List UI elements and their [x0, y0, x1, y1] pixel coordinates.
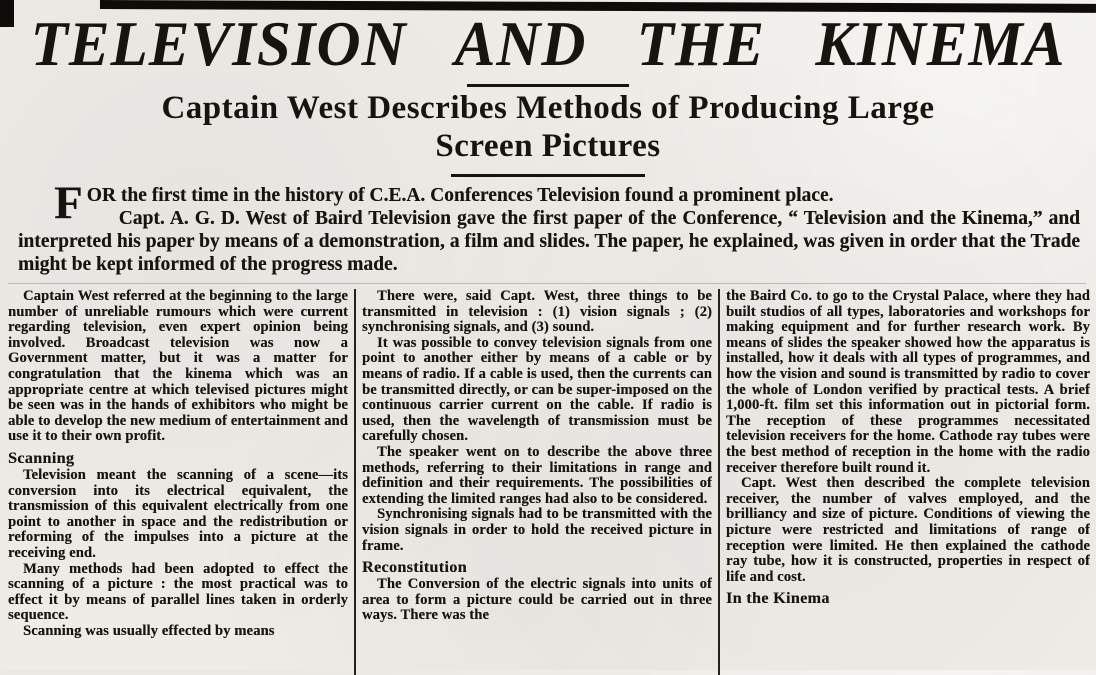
drop-cap: F: [54, 177, 83, 229]
article-paragraph: the Baird Co. to go to the Crystal Palace, where they had built studios of all types, laboratories and workshops for making equipment and for further research work. By means of slides the speaker showed how the apparatus is installed, how it deals with all types of programmes, and how the vision and sound is transmitted by radio to cover the whole of London verified by practical tests. A brief 1,000-ft. film set this information out in pictorial form. The reception of these programmes necessitated television receivers for the home. Cathode ray tubes were the best method of reception in the home with the radio receiver therefore built round it.: [726, 289, 1090, 476]
section-heading: Scanning: [8, 448, 75, 467]
section-heading: Reconstitution: [362, 558, 467, 577]
article-column-2: [362, 289, 712, 675]
masthead: [0, 0, 1096, 177]
column-rule-1: [354, 289, 356, 675]
article-paragraph: Synchronising signals had to be transmitted with the vision signals in order to hold the received picture in frame.: [362, 506, 712, 554]
article-paragraph: Captain West referred at the beginning to the large number of unreliable rumours which were current regarding television, even expert opinion being involved. Broadcast television was now a Government matter, but it was a matter for congratulation that the kinema which was an appropriate centre at which televised pictures might be seen was in the hands of exhibitors who might be able to develop the new medium of entertainment and use it to their own profit.: [8, 289, 348, 445]
subtitle-line-2: Screen Pictures: [435, 128, 661, 164]
article-subtitle: [0, 89, 1096, 165]
lead-continuation: Capt. A. G. D. West of Baird Television gave the first paper of the Conference, “ Television and the Kinema,” and interpreted his paper by means of a demonstration, a film and slides. The paper, he explained, was given in order that the Trade might be kept informed of the progress made.: [18, 208, 1080, 275]
column-rule-2: [718, 289, 720, 675]
article-paragraph: It was possible to convey television signals from one point to another either by means of a cable or by means of radio. If a cable is used, then the currents can be transmitted directly, or can be super-imposed on the continuous carrier current on the cable. If radio is used, then the wavelength of transmission must be carefully chosen.: [362, 334, 712, 445]
article-paragraph: The speaker went on to describe the above three methods, referring to their limitations in range and definition and their requirements. The possibilities of extending the limited ranges had also to be considered.: [362, 443, 712, 507]
subtitle-divider: [451, 174, 645, 177]
article-paragraph: Scanning was usually effected by means: [23, 622, 275, 639]
lead-paragraph: [0, 177, 1096, 276]
article-title: TELEVISION AND THE KINEMA: [30, 9, 1066, 80]
section-divider: [8, 283, 1086, 284]
article-paragraph: The Conversion of the electric signals into units of area to form a picture could be carried out in three ways. There was the: [362, 576, 712, 624]
article-column-1: [8, 289, 348, 675]
article-paragraph: Television meant the scanning of a scene—its conversion into its electrical equivalent, the transmission of this equivalent electrically from one point to another in space and the redistribution or reforming of the impulses into a picture at the receiving end.: [8, 466, 348, 561]
article-body: [0, 289, 1096, 675]
article-paragraph: Many methods had been adopted to effect the scanning of a picture : the most practical was to effect it by means of parallel lines taken in orderly sequence.: [8, 560, 348, 624]
article-paragraph: There were, said Capt. West, three things to be transmitted in television : (1) vision signals ; (2) synchronising signals, and (3) sound.: [362, 289, 712, 336]
article-paragraph: Capt. West then described the complete television receiver, the number of valves employed, and the brilliancy and size of picture. Conditions of viewing the picture were restricted and limitations of range of reception were limited. He then explained the cathode ray tube, how it is constructed, properties in respect of life and cost.: [726, 475, 1090, 585]
article-column-3: [726, 289, 1090, 675]
lead-opening: OR the first time in the history of C.E.A. Conferences Television found a prominent place.: [86, 185, 834, 206]
subtitle-line-1: Captain West Describes Methods of Producing Large: [161, 90, 935, 126]
title-divider: [467, 84, 629, 87]
section-heading: In the Kinema: [726, 589, 830, 608]
